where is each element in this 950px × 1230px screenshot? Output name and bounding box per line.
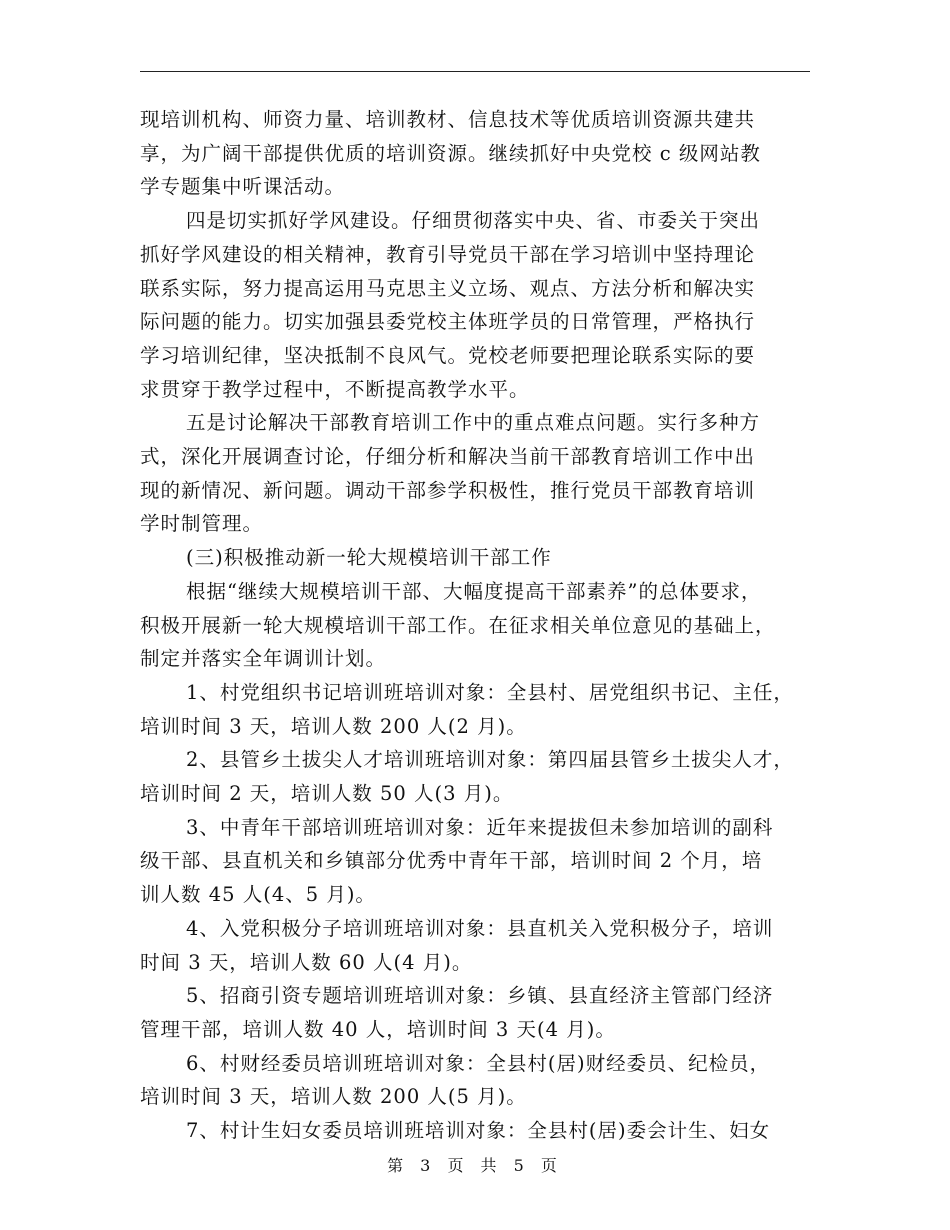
text-line: 际问题的能力。切实加强县委党校主体班学员的日常管理，严格执行	[140, 310, 756, 334]
text-line: 现的新情况、新问题。调动干部参学积极性，推行党员干部教育培训	[140, 478, 756, 502]
text-line: 培训时间 3 天，培训人数 200 人(5 月)。	[140, 1085, 527, 1109]
text-line: 式，深化开展调查讨论，仔细分析和解决当前干部教育培训工作中出	[140, 445, 756, 469]
text-line: 时间 3 天，培训人数 60 人(4 月)。	[140, 950, 473, 974]
text-line: 培训时间 3 天，培训人数 200 人(2 月)。	[140, 714, 527, 738]
list-item-3: 3、中青年干部培训班培训对象：近年来提拔但未参加培训的副科	[186, 815, 774, 839]
list-item-5: 5、招商引资专题培训班培训对象：乡镇、县直经济主管部门经济	[186, 984, 774, 1008]
text-line: 训人数 45 人(4、5 月)。	[140, 883, 376, 907]
list-item-7: 7、村计生妇女委员培训班培训对象：全县村(居)委会计生、妇女	[186, 1119, 771, 1143]
list-item-2: 2、县管乡土拔尖人才培训班培训对象：第四届县管乡土拔尖人才，	[186, 748, 794, 772]
text-line: 学习培训纪律，坚决抵制不良风气。党校老师要把理论联系实际的要	[140, 343, 756, 367]
list-item-1: 1、村党组织书记培训班培训对象：全县村、居党组织书记、主任，	[186, 680, 794, 704]
text-line: 制定并落实全年调训计划。	[140, 647, 387, 671]
page-number: 第 3 页 共 5 页	[387, 1156, 563, 1175]
text-line: 联系实际，努力提高运用马克思主义立场、观点、方法分析和解决实	[140, 276, 756, 300]
text-line: 现培训机构、师资力量、培训教材、信息技术等优质培训资源共建共	[140, 108, 756, 131]
text-line: 抓好学风建设的相关精神，教育引导党员干部在学习培训中坚持理论	[140, 242, 756, 266]
header-rule	[140, 71, 810, 72]
paragraph-intro-start: 根据“继续大规模培训干部、大幅度提高干部素养”的总体要求，	[186, 579, 762, 603]
paragraph-4-start: 四是切实抓好学风建设。仔细贯彻落实中央、省、市委关于突出	[186, 209, 761, 233]
text-line: 积极开展新一轮大规模培训干部工作。在征求相关单位意见的基础上，	[140, 613, 776, 637]
document-text	[140, 103, 820, 1148]
list-item-4: 4、入党积极分子培训班培训对象：县直机关入党积极分子，培训	[186, 916, 774, 940]
text-line: 培训时间 2 天，培训人数 50 人(3 月)。	[140, 782, 514, 806]
paragraph-5-start: 五是讨论解决干部教育培训工作中的重点难点问题。实行多种方	[186, 411, 761, 435]
text-line: 学时制管理。	[140, 512, 264, 536]
text-line: 级干部、县直机关和乡镇部分优秀中青年干部，培训时间 2 个月，培	[140, 849, 763, 873]
text-line: 学专题集中听课活动。	[140, 175, 346, 199]
list-item-6: 6、村财经委员培训班培训对象：全县村(居)财经委员、纪检员，	[186, 1051, 771, 1075]
text-line: 享，为广阔干部提供优质的培训资源。继续抓好中央党校 c 级网站教	[140, 141, 761, 165]
text-line: 管理干部，培训人数 40 人，培训时间 3 天(4 月)。	[140, 1017, 616, 1041]
text-line: 求贯穿于教学过程中，不断提高教学水平。	[140, 377, 530, 401]
document-body	[140, 103, 820, 1148]
section-heading: (三)积极推动新一轮大规模培训干部工作	[186, 546, 552, 570]
